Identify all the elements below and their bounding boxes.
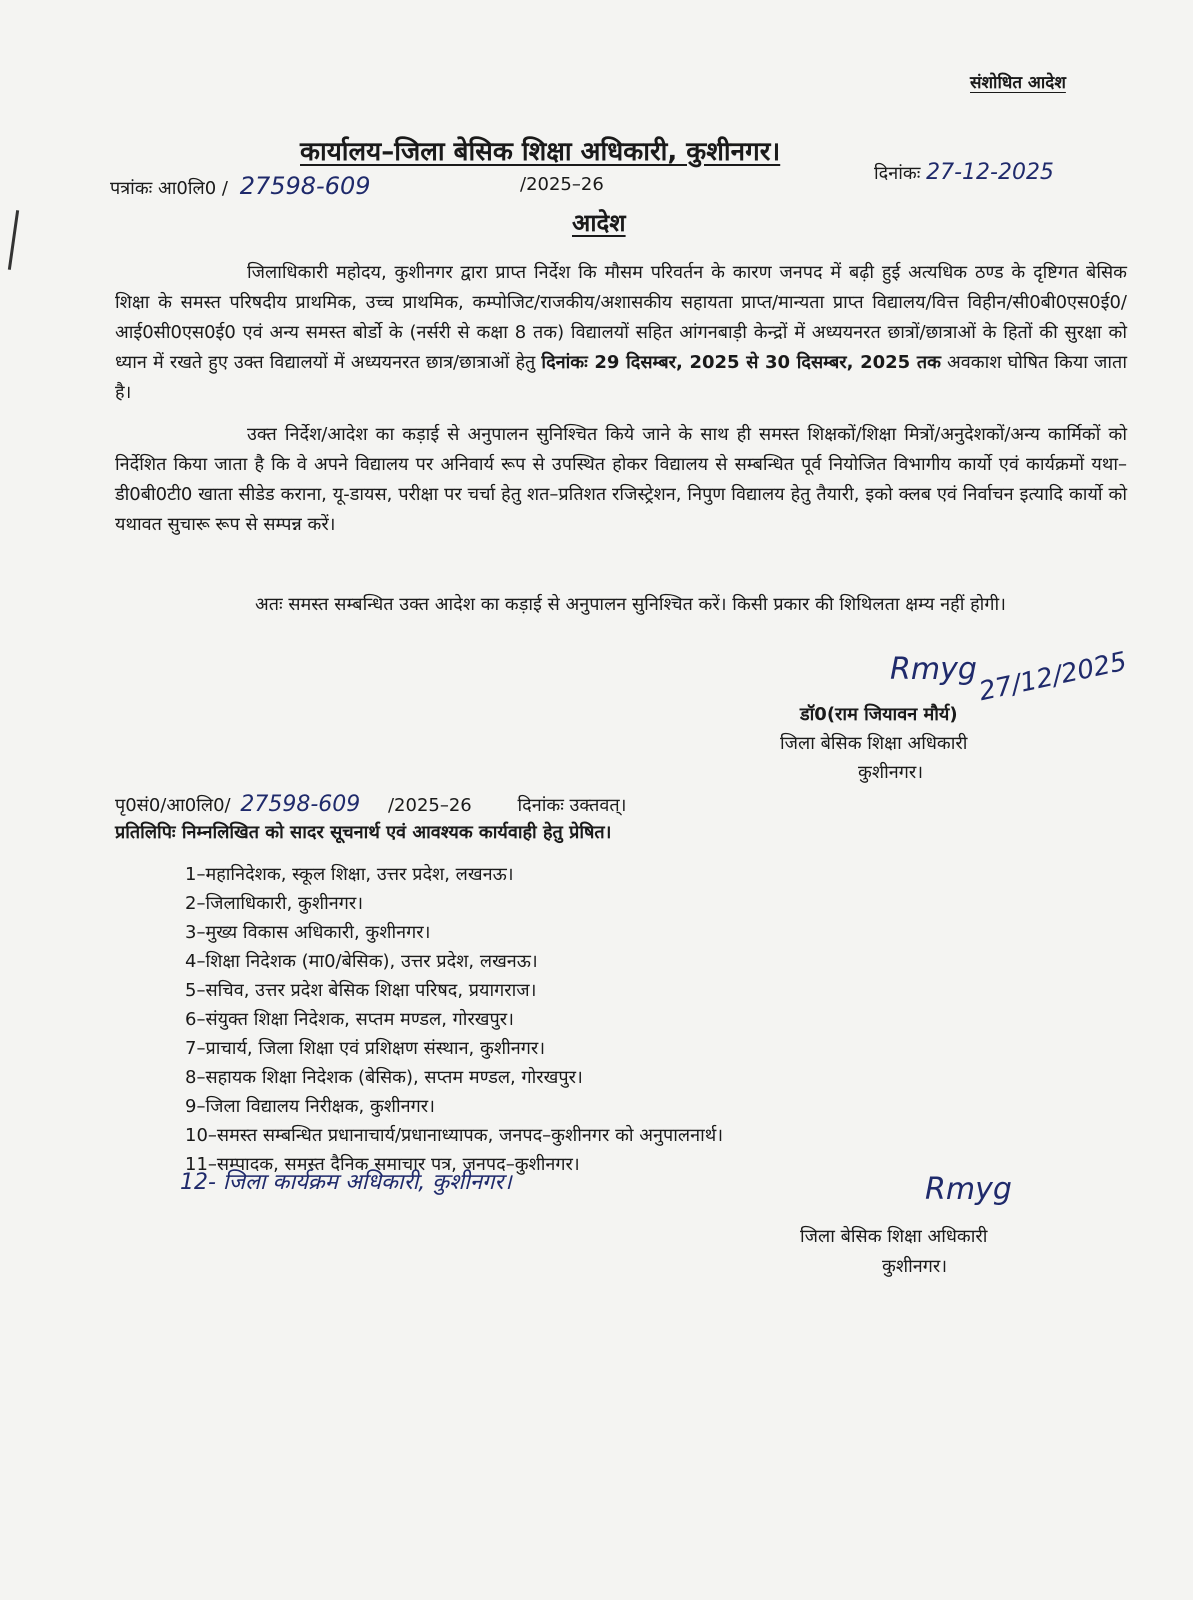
- list-item: 10–समस्त सम्बन्धित प्रधानाचार्य/प्रधानाध्यापक, जनपद–कुशीनगर को अनुपालनार्थ।: [185, 1125, 724, 1146]
- paragraph-2: उक्त निर्देश/आदेश का कड़ाई से अनुपालन सुनिश्चित किये जाने के साथ ही समस्त शिक्षकों/शिक्षा मित्रों/अनुदेशकों/अन्य कार्मिकों को निर्देशित किया जाता है कि वे अपने विद्यालय पर अनिवार्य रूप से उपस्थित होकर विद्यालय से सम्बन्धित पूर्व नियोजित विभागीय कार्यो एवं कार्यक्रमों यथा–डी0बी0टी0 खाता सीडेड कराना, यू-डायस, परीक्षा पर चर्चा हेतु शत–प्रतिशत रजिस्ट्रेशन, निपुण विद्यालय हेतु तैयारी, इको क्लब एवं निर्वाचन इत्यादि कार्यो को यथावत सुचारू रूप से सम्पन्न करें।: [115, 424, 1127, 535]
- list-item: 4–शिक्षा निदेशक (मा0/बेसिक), उत्तर प्रदेश, लखनऊ।: [185, 951, 538, 972]
- officer-place: कुशीनगर।: [858, 762, 924, 783]
- paragraph-3: अतः समस्त सम्बन्धित उक्त आदेश का कड़ाई से अनुपालन सुनिश्चित करें। किसी प्रकार की शिथिलता क्षम्य नहीं होगी।: [255, 594, 1006, 615]
- copy-ref-number: 27598-609: [240, 792, 361, 817]
- list-item: 2–जिलाधिकारी, कुशीनगर।: [185, 893, 364, 914]
- office-title: कार्यालय–जिला बेसिक शिक्षा अधिकारी, कुशीनगर।: [300, 137, 781, 167]
- list-item: 6–संयुक्त शिक्षा निदेशक, सप्तम मण्डल, गोरखपुर।: [185, 1009, 514, 1030]
- officer-designation: जिला बेसिक शिक्षा अधिकारी: [780, 733, 968, 754]
- signature-1-date: 27/12/2025: [976, 646, 1130, 708]
- copy-ref-prefix: पृ0सं0/आ0लि0/: [115, 795, 231, 816]
- ref-prefix: पत्रांकः आ0लि0 /: [110, 178, 228, 199]
- date-line: [874, 160, 1054, 185]
- list-item: 8–सहायक शिक्षा निदेशक (बेसिक), सप्तम मण्डल, गोरखपुर।: [185, 1067, 583, 1088]
- reference-line: [110, 172, 371, 200]
- ref-year: /2025–26: [520, 174, 604, 195]
- signature-1: Rmyg: [890, 652, 977, 687]
- closing-place: कुशीनगर।: [882, 1256, 948, 1277]
- list-item: 5–सचिव, उत्तर प्रदेश बेसिक शिक्षा परिषद, प्रयागराज।: [185, 980, 537, 1001]
- holiday-dates: दिनांकः 29 दिसम्बर, 2025 से 30 दिसम्बर, 2025 तक: [541, 352, 941, 373]
- copy-ref-year: /2025–26: [387, 795, 472, 816]
- para1-end: अवकाश घोषित किया जाता है।: [115, 352, 1127, 403]
- signature-2: Rmyg: [925, 1172, 1012, 1207]
- list-item: 11–सम्पादक, समस्त दैनिक समाचार पत्र, जनपद–कुशीनगर।: [185, 1154, 580, 1175]
- handwritten-recipient: 12- जिला कार्यक्रम अधिकारी, कुशीनगर।: [180, 1170, 512, 1195]
- paragraph-1: [115, 258, 1127, 408]
- copy-reference-line: [115, 792, 626, 817]
- para1-text: जिलाधिकारी महोदय, कुशीनगर द्वारा प्राप्त निर्देश कि मौसम परिवर्तन के कारण जनपद में बढ़ी हुई अत्यधिक ठण्ड के दृष्टिगत बेसिक शिक्षा के समस्त परिषदीय प्राथमिक, उच्च प्राथमिक, कम्पोजिट/राजकीय/अशासकीय सहायता प्राप्त/मान्यता प्राप्त विद्यालय/वित्त विहीन/सी0बी0एस0ई0/आई0सी0एस0ई0 एवं अन्य समस्त बोर्डो के (नर्सरी से कक्षा 8 तक) विद्यालयों सहित आंगनबाड़ी केन्द्रों में अध्ययनरत छात्रों/छात्राओं के हितों की सुरक्षा को ध्यान में रखते हुए उक्त विद्यालयों में अध्ययनरत छात्र/छात्राओं हेतु: [115, 262, 1127, 373]
- order-heading: आदेश: [572, 209, 626, 237]
- list-item: 1–महानिदेशक, स्कूल शिक्षा, उत्तर प्रदेश, लखनऊ।: [185, 864, 514, 885]
- copy-date: दिनांकः उक्तवत्।: [517, 795, 627, 816]
- top-label: संशोधित आदेश: [970, 73, 1066, 93]
- ref-number: 27598-609: [239, 172, 371, 200]
- copy-heading: प्रतिलिपिः निम्नलिखित को सादर सूचनार्थ एवं आवश्यक कार्यवाही हेतु प्रेषित।: [115, 822, 612, 843]
- recipient-list: [185, 860, 723, 1179]
- list-item: 9–जिला विद्यालय निरीक्षक, कुशीनगर।: [185, 1096, 435, 1117]
- closing-designation: जिला बेसिक शिक्षा अधिकारी: [800, 1226, 988, 1247]
- list-item: 3–मुख्य विकास अधिकारी, कुशीनगर।: [185, 922, 431, 943]
- date-label: दिनांकः: [874, 163, 921, 184]
- scan-edge-mark: [8, 210, 19, 270]
- date-value: 27-12-2025: [926, 160, 1054, 185]
- list-item: 7–प्राचार्य, जिला शिक्षा एवं प्रशिक्षण संस्थान, कुशीनगर।: [185, 1038, 546, 1059]
- officer-name: डॉ0(राम जियावन मौर्य): [800, 704, 958, 725]
